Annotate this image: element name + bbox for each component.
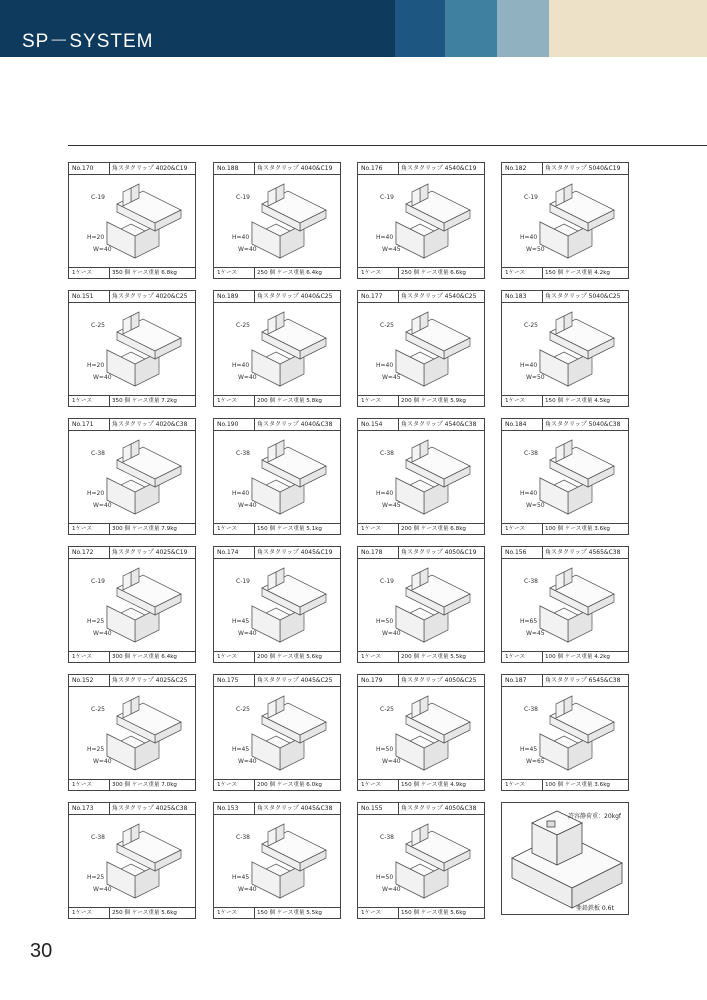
- product-number: No.154: [361, 421, 383, 428]
- product-name: 角スタクリップ 4540&C19: [401, 165, 477, 172]
- product-name: 角スタクリップ 4025&C25: [112, 677, 188, 684]
- width-label: W=50: [526, 502, 545, 509]
- clip-type-label: C-19: [236, 194, 250, 201]
- width-label: W=40: [93, 758, 112, 765]
- height-label: H=25: [87, 746, 105, 753]
- product-name: 角スタクリップ 4540&C38: [401, 421, 477, 428]
- product-name: 角スタクリップ 4045&C38: [257, 805, 333, 812]
- product-card: [68, 546, 196, 663]
- clip-diagram: [358, 430, 484, 525]
- height-label: H=45: [232, 618, 250, 625]
- width-label: W=40: [238, 374, 257, 381]
- divider: [109, 419, 110, 430]
- case-spec: 150 個 ケース重量 4.9kg: [401, 782, 466, 788]
- divider: [109, 780, 110, 790]
- card-footer: [358, 395, 484, 406]
- case-label: 1ケース: [361, 910, 382, 916]
- product-card: [68, 674, 196, 791]
- height-label: H=40: [376, 362, 394, 369]
- product-number: No.172: [72, 549, 94, 556]
- height-label: H=25: [87, 618, 105, 625]
- divider: [109, 291, 110, 302]
- product-number: No.153: [217, 805, 239, 812]
- divider: [109, 268, 110, 278]
- clip-type-label: C-38: [524, 706, 538, 713]
- case-spec: 150 個 ケース重量 4.5kg: [545, 398, 610, 404]
- divider: [109, 908, 110, 918]
- product-number: No.174: [217, 549, 239, 556]
- width-label: W=40: [382, 758, 401, 765]
- clip-type-label: C-19: [91, 578, 105, 585]
- case-label: 1ケース: [505, 782, 526, 788]
- header-stripe: [497, 0, 549, 57]
- divider: [398, 908, 399, 918]
- page-header: [0, 0, 707, 57]
- clip-type-label: C-19: [380, 194, 394, 201]
- product-number: No.187: [505, 677, 527, 684]
- card-footer: [358, 267, 484, 278]
- clip-diagram: [69, 814, 195, 909]
- spec-card: [501, 802, 629, 915]
- product-name: 角スタクリップ 4025&C19: [112, 549, 188, 556]
- card-footer: [69, 907, 195, 918]
- product-card: [501, 290, 629, 407]
- card-footer: [214, 523, 340, 534]
- width-label: W=40: [93, 630, 112, 637]
- card-footer: [502, 779, 628, 790]
- divider: [542, 652, 543, 662]
- width-label: W=65: [526, 758, 545, 765]
- width-label: W=40: [238, 246, 257, 253]
- product-card: [357, 802, 485, 919]
- product-number: No.183: [505, 293, 527, 300]
- clip-type-label: C-19: [524, 194, 538, 201]
- product-name: 角スタクリップ 4020&C25: [112, 293, 188, 300]
- card-footer: [502, 523, 628, 534]
- divider: [542, 524, 543, 534]
- clip-diagram: [502, 174, 628, 269]
- product-card: [357, 674, 485, 791]
- case-spec: 100 個 ケース重量 3.6kg: [545, 526, 610, 532]
- product-name: 角スタクリップ 4040&C38: [257, 421, 333, 428]
- case-spec: 350 個 ケース重量 7.2kg: [112, 398, 177, 404]
- product-name: 角スタクリップ 4050&C19: [401, 549, 477, 556]
- case-spec: 100 個 ケース重量 4.2kg: [545, 654, 610, 660]
- product-card: [357, 290, 485, 407]
- divider: [398, 780, 399, 790]
- case-spec: 150 個 ケース重量 4.2kg: [545, 270, 610, 276]
- product-card: [501, 546, 629, 663]
- clip-type-label: C-38: [524, 450, 538, 457]
- product-name: 角スタクリップ 6545&C38: [545, 677, 621, 684]
- divider: [254, 524, 255, 534]
- card-footer: [502, 651, 628, 662]
- clip-diagram: [502, 558, 628, 653]
- width-label: W=40: [238, 886, 257, 893]
- header-stripe: [445, 0, 497, 57]
- product-card: [213, 162, 341, 279]
- height-label: H=40: [520, 490, 538, 497]
- height-label: H=45: [520, 746, 538, 753]
- clip-type-label: C-38: [524, 578, 538, 585]
- case-spec: 300 個 ケース重量 7.0kg: [112, 782, 177, 788]
- divider: [542, 780, 543, 790]
- height-label: H=20: [87, 362, 105, 369]
- clip-type-label: C-19: [91, 194, 105, 201]
- width-label: W=40: [238, 502, 257, 509]
- height-label: H=40: [376, 490, 394, 497]
- clip-type-label: C-25: [524, 322, 538, 329]
- product-number: No.171: [72, 421, 94, 428]
- clip-diagram: [502, 686, 628, 781]
- product-number: No.184: [505, 421, 527, 428]
- case-label: 1ケース: [217, 398, 238, 404]
- product-card: [357, 418, 485, 535]
- product-number: No.173: [72, 805, 94, 812]
- divider: [398, 675, 399, 686]
- case-label: 1ケース: [72, 270, 93, 276]
- clip-diagram: [214, 686, 340, 781]
- divider: [254, 396, 255, 406]
- product-card: [68, 290, 196, 407]
- clip-diagram: [69, 302, 195, 397]
- width-label: W=45: [382, 246, 401, 253]
- height-label: H=40: [232, 490, 250, 497]
- case-label: 1ケース: [72, 782, 93, 788]
- case-label: 1ケース: [361, 526, 382, 532]
- product-name: 角スタクリップ 4045&C19: [257, 549, 333, 556]
- product-name: 角スタクリップ 5040&C25: [545, 293, 621, 300]
- product-card: [68, 162, 196, 279]
- divider: [542, 268, 543, 278]
- case-label: 1ケース: [361, 270, 382, 276]
- height-label: H=50: [376, 746, 394, 753]
- card-footer: [358, 779, 484, 790]
- product-name: 角スタクリップ 4050&C38: [401, 805, 477, 812]
- thickness-label: 亜鉛鉄板 0.6t: [576, 905, 614, 912]
- card-footer: [502, 267, 628, 278]
- product-name: 角スタクリップ 4565&C38: [545, 549, 621, 556]
- product-card: [213, 546, 341, 663]
- width-label: W=40: [93, 374, 112, 381]
- divider: [109, 803, 110, 814]
- divider: [254, 163, 255, 174]
- clip-type-label: C-38: [380, 450, 394, 457]
- product-card: [213, 418, 341, 535]
- card-footer: [69, 523, 195, 534]
- case-spec: 200 個 ケース重量 5.9kg: [401, 398, 466, 404]
- divider: [398, 396, 399, 406]
- divider: [254, 652, 255, 662]
- product-name: 角スタクリップ 4020&C19: [112, 165, 188, 172]
- product-name: 角スタクリップ 4020&C38: [112, 421, 188, 428]
- product-number: No.178: [361, 549, 383, 556]
- clip-type-label: C-25: [380, 322, 394, 329]
- product-name: 角スタクリップ 5040&C19: [545, 165, 621, 172]
- product-number: No.179: [361, 677, 383, 684]
- clip-type-label: C-38: [91, 834, 105, 841]
- card-footer: [69, 267, 195, 278]
- height-label: H=65: [520, 618, 538, 625]
- clip-diagram: [358, 558, 484, 653]
- product-card: [357, 162, 485, 279]
- divider: [542, 291, 543, 302]
- height-label: H=50: [376, 618, 394, 625]
- case-label: 1ケース: [217, 270, 238, 276]
- divider: [542, 396, 543, 406]
- case-label: 1ケース: [505, 654, 526, 660]
- case-label: 1ケース: [217, 782, 238, 788]
- case-label: 1ケース: [361, 782, 382, 788]
- divider: [254, 419, 255, 430]
- page-number: 30: [30, 940, 53, 962]
- clip-type-label: C-38: [236, 450, 250, 457]
- divider: [109, 652, 110, 662]
- height-label: H=40: [376, 234, 394, 241]
- case-spec: 200 個 ケース重量 6.8kg: [401, 526, 466, 532]
- case-label: 1ケース: [361, 398, 382, 404]
- width-label: W=40: [382, 630, 401, 637]
- product-card: [357, 546, 485, 663]
- case-spec: 150 個 ケース重量 5.1kg: [257, 526, 322, 532]
- product-number: No.152: [72, 677, 94, 684]
- divider: [398, 163, 399, 174]
- product-number: No.155: [361, 805, 383, 812]
- height-label: H=20: [87, 234, 105, 241]
- card-footer: [358, 651, 484, 662]
- width-label: W=50: [526, 246, 545, 253]
- case-spec: 200 個 ケース重量 5.6kg: [257, 654, 322, 660]
- divider: [398, 291, 399, 302]
- product-card: [501, 674, 629, 791]
- card-footer: [69, 395, 195, 406]
- clip-diagram: [358, 174, 484, 269]
- product-name: 角スタクリップ 4050&C25: [401, 677, 477, 684]
- clip-type-label: C-25: [91, 706, 105, 713]
- divider: [254, 675, 255, 686]
- card-footer: [358, 907, 484, 918]
- card-footer: [358, 523, 484, 534]
- divider: [398, 803, 399, 814]
- clip-diagram: [358, 686, 484, 781]
- width-label: W=45: [382, 502, 401, 509]
- product-card: [501, 418, 629, 535]
- load-label: 許容静荷重：20kgf: [568, 813, 622, 820]
- divider: [109, 163, 110, 174]
- divider: [542, 163, 543, 174]
- product-number: No.151: [72, 293, 94, 300]
- clip-diagram: [214, 558, 340, 653]
- case-label: 1ケース: [72, 398, 93, 404]
- width-label: W=40: [93, 502, 112, 509]
- product-card: [213, 290, 341, 407]
- height-label: H=40: [232, 234, 250, 241]
- divider: [109, 675, 110, 686]
- horizontal-rule: [68, 145, 707, 146]
- divider: [542, 419, 543, 430]
- divider: [398, 547, 399, 558]
- case-spec: 250 個 ケース重量 5.6kg: [112, 910, 177, 916]
- case-label: 1ケース: [217, 526, 238, 532]
- case-spec: 250 個 ケース重量 6.4kg: [257, 270, 322, 276]
- width-label: W=40: [93, 246, 112, 253]
- clip-diagram: [69, 686, 195, 781]
- width-label: W=40: [238, 758, 257, 765]
- clip-diagram: [214, 430, 340, 525]
- divider: [254, 291, 255, 302]
- product-card: [501, 162, 629, 279]
- width-label: W=40: [382, 886, 401, 893]
- height-label: H=45: [232, 746, 250, 753]
- clip-type-label: C-25: [91, 322, 105, 329]
- product-name: 角スタクリップ 4025&C38: [112, 805, 188, 812]
- height-label: H=50: [376, 874, 394, 881]
- height-label: H=40: [520, 234, 538, 241]
- divider: [254, 780, 255, 790]
- case-spec: 250 個 ケース重量 6.6kg: [401, 270, 466, 276]
- card-footer: [214, 907, 340, 918]
- height-label: H=40: [232, 362, 250, 369]
- case-spec: 100 個 ケース重量 3.6kg: [545, 782, 610, 788]
- clip-diagram: [502, 430, 628, 525]
- case-label: 1ケース: [505, 398, 526, 404]
- product-name: 角スタクリップ 4540&C25: [401, 293, 477, 300]
- clip-type-label: C-25: [236, 322, 250, 329]
- product-number: No.190: [217, 421, 239, 428]
- case-label: 1ケース: [361, 654, 382, 660]
- height-label: H=25: [87, 874, 105, 881]
- clip-type-label: C-19: [236, 578, 250, 585]
- clip-diagram: [214, 302, 340, 397]
- case-label: 1ケース: [72, 910, 93, 916]
- card-footer: [69, 651, 195, 662]
- divider: [542, 547, 543, 558]
- case-label: 1ケース: [505, 270, 526, 276]
- product-card: [213, 674, 341, 791]
- clip-diagram: [358, 302, 484, 397]
- clip-diagram: [69, 430, 195, 525]
- case-label: 1ケース: [217, 910, 238, 916]
- header-stripe: [549, 0, 707, 57]
- card-footer: [502, 395, 628, 406]
- width-label: W=50: [526, 374, 545, 381]
- clip-diagram: [69, 174, 195, 269]
- divider: [398, 419, 399, 430]
- divider: [109, 396, 110, 406]
- clip-diagram: [358, 814, 484, 909]
- divider: [109, 524, 110, 534]
- divider: [254, 908, 255, 918]
- product-number: No.170: [72, 165, 94, 172]
- product-number: No.176: [361, 165, 383, 172]
- case-spec: 150 個 ケース重量 5.6kg: [401, 910, 466, 916]
- clip-type-label: C-19: [380, 578, 394, 585]
- case-spec: 200 個 ケース重量 6.0kg: [257, 782, 322, 788]
- divider: [398, 652, 399, 662]
- product-name: 角スタクリップ 4040&C25: [257, 293, 333, 300]
- width-label: W=45: [382, 374, 401, 381]
- card-footer: [214, 395, 340, 406]
- case-label: 1ケース: [217, 654, 238, 660]
- clip-diagram: [502, 302, 628, 397]
- divider: [254, 268, 255, 278]
- product-number: No.156: [505, 549, 527, 556]
- height-label: H=40: [520, 362, 538, 369]
- height-label: H=45: [232, 874, 250, 881]
- product-number: No.175: [217, 677, 239, 684]
- clip-type-label: C-38: [236, 834, 250, 841]
- product-name: 角スタクリップ 4040&C19: [257, 165, 333, 172]
- product-number: No.177: [361, 293, 383, 300]
- card-footer: [214, 779, 340, 790]
- header-title: SP－SYSTEM: [22, 31, 154, 52]
- divider: [254, 803, 255, 814]
- clip-diagram: [214, 814, 340, 909]
- case-label: 1ケース: [72, 654, 93, 660]
- clip-type-label: C-25: [380, 706, 394, 713]
- clip-diagram: [214, 174, 340, 269]
- clip-type-label: C-38: [91, 450, 105, 457]
- width-label: W=45: [526, 630, 545, 637]
- clip-type-label: C-38: [380, 834, 394, 841]
- case-spec: 300 個 ケース重量 7.9kg: [112, 526, 177, 532]
- product-number: No.189: [217, 293, 239, 300]
- clip-type-label: C-25: [236, 706, 250, 713]
- case-spec: 200 個 ケース重量 5.5kg: [401, 654, 466, 660]
- product-card: [68, 802, 196, 919]
- product-number: No.182: [505, 165, 527, 172]
- product-name: 角スタクリップ 4045&C25: [257, 677, 333, 684]
- case-spec: 350 個 ケース重量 6.8kg: [112, 270, 177, 276]
- product-card: [68, 418, 196, 535]
- card-footer: [69, 779, 195, 790]
- case-label: 1ケース: [72, 526, 93, 532]
- divider: [542, 675, 543, 686]
- card-footer: [214, 267, 340, 278]
- product-card: [213, 802, 341, 919]
- divider: [398, 268, 399, 278]
- card-footer: [214, 651, 340, 662]
- divider: [109, 547, 110, 558]
- header-stripe: [395, 0, 445, 57]
- clip-diagram: [69, 558, 195, 653]
- width-label: W=40: [238, 630, 257, 637]
- divider: [398, 524, 399, 534]
- product-number: No.188: [217, 165, 239, 172]
- case-label: 1ケース: [505, 526, 526, 532]
- case-spec: 150 個 ケース重量 5.5kg: [257, 910, 322, 916]
- case-spec: 300 個 ケース重量 6.4kg: [112, 654, 177, 660]
- product-name: 角スタクリップ 5040&C38: [545, 421, 621, 428]
- case-spec: 200 個 ケース重量 5.8kg: [257, 398, 322, 404]
- divider: [254, 547, 255, 558]
- height-label: H=20: [87, 490, 105, 497]
- width-label: W=40: [93, 886, 112, 893]
